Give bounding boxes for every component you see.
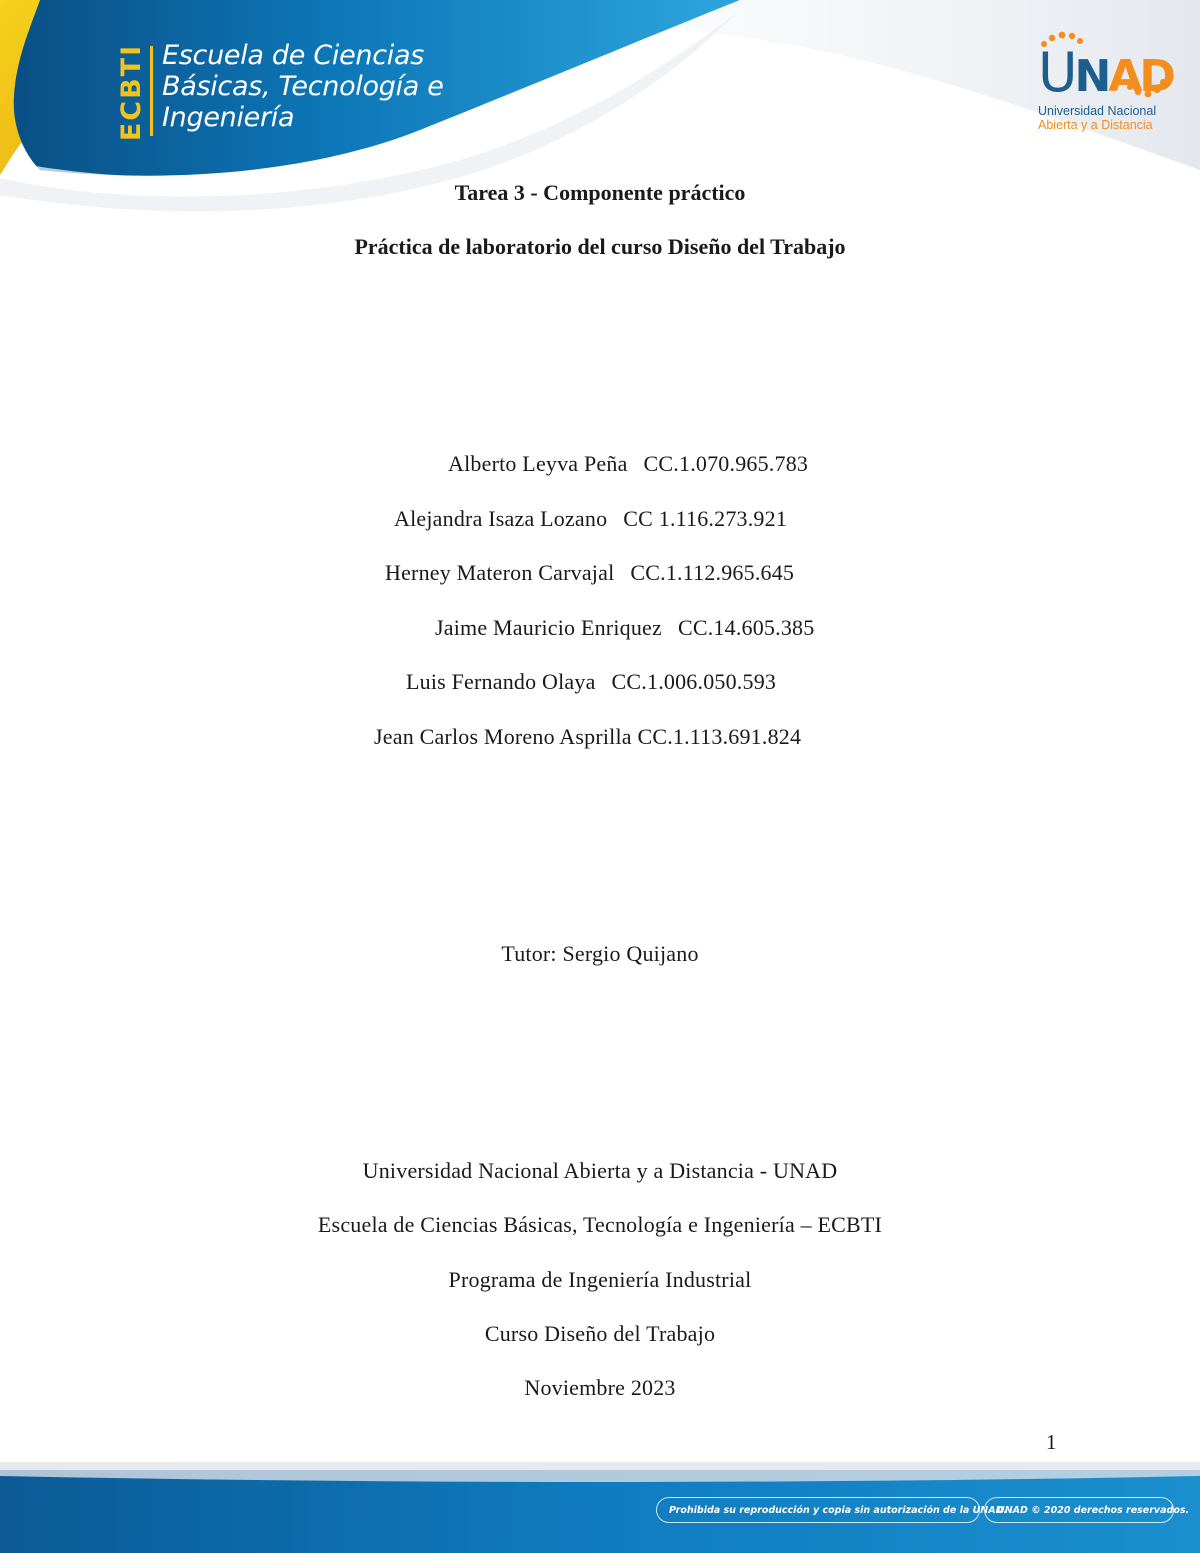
school-line: Escuela de Ciencias Básicas, Tecnología e Ingeniería – ECBTI (317, 1212, 883, 1237)
ecbti-text: ECBTI (116, 43, 148, 141)
school-name-line-2: Básicas, Tecnología e (162, 71, 444, 102)
ecbti-vertical-label (112, 43, 152, 141)
member-row (394, 506, 787, 532)
institution-line: Universidad Nacional Abierta y a Distancia - UNAD (362, 1158, 838, 1183)
document-subtitle: Práctica de laboratorio del curso Diseño del Trabajo (354, 234, 846, 259)
page-number: 1 (1046, 1430, 1057, 1454)
member-id: CC.1.112.965.645 (630, 560, 795, 585)
member-row (435, 615, 814, 641)
ecbti-divider (150, 46, 153, 136)
member-row (374, 724, 801, 750)
member-id: CC 1.116.273.921 (623, 506, 788, 531)
unad-wordmark: UNAD (1038, 41, 1173, 104)
program-line: Programa de Ingeniería Industrial (448, 1267, 752, 1292)
member-row (448, 451, 808, 477)
document-title: Tarea 3 - Componente práctico (454, 180, 746, 205)
member-name: Jaime Mauricio Enriquez (435, 615, 662, 640)
member-id: CC.14.605.385 (677, 615, 815, 640)
date-line: Noviembre 2023 (524, 1375, 676, 1400)
school-name (162, 40, 444, 133)
member-name: Alberto Leyva Peña (448, 451, 628, 476)
unad-subtitle (1038, 104, 1156, 132)
course-line: Curso Diseño del Trabajo (484, 1321, 716, 1346)
member-name: Alejandra Isaza Lozano (394, 506, 608, 531)
member-id: CC.1.006.050.593 (611, 669, 777, 694)
member-name: Luis Fernando Olaya (406, 669, 596, 694)
footer-copyright: UNAD © 2020 derechos reservados. (984, 1497, 1174, 1523)
member-id: CC.1.113.691.824 (637, 724, 802, 749)
tutor-line: Tutor: Sergio Quijano (501, 941, 699, 966)
member-row (406, 669, 776, 695)
member-id: CC.1.070.965.783 (643, 451, 809, 476)
unad-subtitle-line-2: Abierta y a Distancia (1038, 118, 1153, 132)
member-row (385, 560, 794, 586)
footer-notice: Prohibida su reproducción y copia sin autorización de la UNAD. (656, 1497, 980, 1523)
unad-subtitle-line-1: Universidad Nacional (1038, 104, 1157, 118)
member-name: Jean Carlos Moreno Asprilla (374, 724, 632, 749)
school-name-line-1: Escuela de Ciencias (162, 40, 424, 71)
school-name-line-3: Ingeniería (162, 102, 295, 133)
member-name: Herney Materon Carvajal (385, 560, 615, 585)
